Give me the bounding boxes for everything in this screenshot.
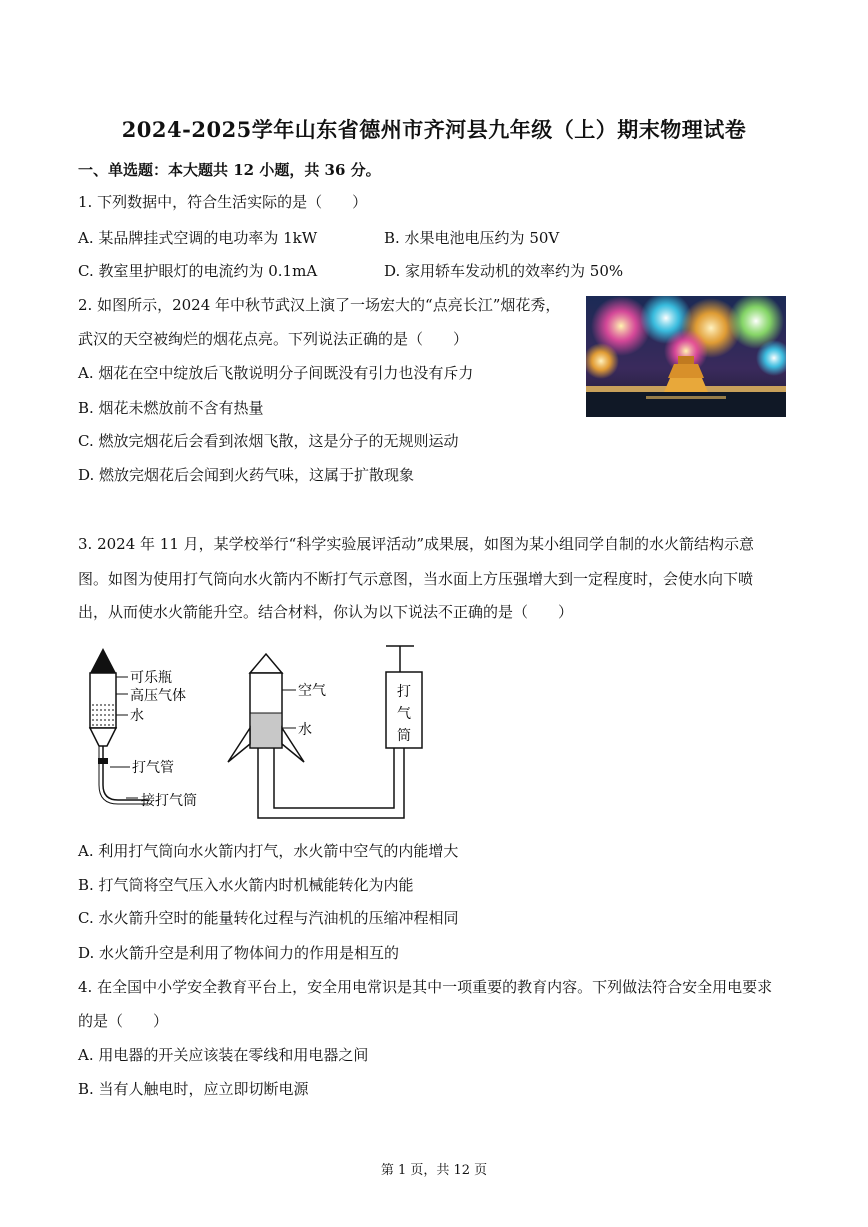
q1-option-c: C. 教室里护眼灯的电流约为 0.1mA — [78, 262, 318, 280]
q3-stem-line2: 图。如图为使用打气筒向水火箭内不断打气示意图，当水面上方压强增大到一定程度时，会使水向下喷 — [78, 570, 754, 588]
q2-stem-line1: 2. 如图所示，2024 年中秋节武汉上演了一场宏大的“点亮长江”烟花秀， — [78, 296, 561, 314]
q4-stem-line1: 4. 在全国中小学安全教育平台上，安全用电常识是其中一项重要的教育内容。下列做法符合安全用电要求 — [78, 978, 773, 996]
rocket-figure — [228, 654, 404, 818]
q4-option-b: B. 当有人触电时，应立即切断电源 — [78, 1080, 309, 1098]
q4-option-a: A. 用电器的开关应该装在零线和用电器之间 — [78, 1046, 369, 1064]
pump-figure — [386, 646, 422, 748]
page-title: 2024-2025学年山东省德州市齐河县九年级（上）期末物理试卷 — [121, 117, 747, 142]
q3-option-d: D. 水火箭升空是利用了物体间力的作用是相互的 — [78, 944, 400, 962]
bottle-rocket-figure — [90, 648, 197, 809]
label-pump-connection: 接打气筒 — [141, 793, 197, 809]
fireworks-photo — [586, 296, 786, 417]
q2-option-a: A. 烟花在空中绽放后飞散说明分子间既没有引力也没有斥力 — [78, 364, 474, 382]
page-footer: 第 1 页，共 12 页 — [380, 1163, 488, 1178]
label-pump-3: 筒 — [397, 728, 411, 744]
label-pump-2: 气 — [397, 706, 411, 722]
q4-stem-line2: 的是（ ） — [78, 1012, 169, 1030]
q3-option-a: A. 利用打气筒向水火箭内打气，水火箭中空气的内能增大 — [78, 842, 459, 860]
q2-option-d: D. 燃放完烟花后会闻到火药气味，这属于扩散现象 — [78, 466, 415, 484]
q1-stem: 1. 下列数据中，符合生活实际的是（ ） — [78, 193, 368, 211]
q3-option-c: C. 水火箭升空时的能量转化过程与汽油机的压缩冲程相同 — [78, 909, 459, 927]
q2-stem-line2: 武汉的天空被绚烂的烟花点亮。下列说法正确的是（ ） — [78, 330, 469, 348]
q1-option-d: D. 家用轿车发动机的效率约为 50% — [384, 262, 624, 280]
label-gas: 高压气体 — [130, 688, 186, 704]
q2-option-b: B. 烟花未燃放前不含有热量 — [78, 399, 264, 417]
q2-option-c: C. 燃放完烟花后会看到浓烟飞散，这是分子的无规则运动 — [78, 432, 459, 450]
q3-stem-line1: 3. 2024 年 11 月，某学校举行“科学实验展评活动”成果展，如图为某小组同学自制的水火箭结构示意 — [78, 535, 754, 553]
q3-stem-line3: 出，从而使水火箭能升空。结合材料，你认为以下说法不正确的是（ ） — [78, 603, 574, 621]
q1-option-a: A. 某品牌挂式空调的电功率为 1kW — [78, 229, 318, 247]
section-header: 一、单选题：本大题共 12 小题，共 36 分。 — [78, 161, 381, 179]
label-water-2: 水 — [298, 722, 312, 738]
q1-option-b: B. 水果电池电压约为 50V — [384, 229, 560, 247]
label-tube: 打气管 — [132, 760, 174, 776]
label-pump-1: 打 — [397, 684, 411, 700]
label-water: 水 — [130, 708, 144, 724]
label-air: 空气 — [298, 683, 326, 699]
label-bottle: 可乐瓶 — [130, 670, 172, 686]
q3-option-b: B. 打气筒将空气压入水火箭内时机械能转化为内能 — [78, 876, 414, 894]
water-rocket-diagram — [78, 640, 458, 824]
